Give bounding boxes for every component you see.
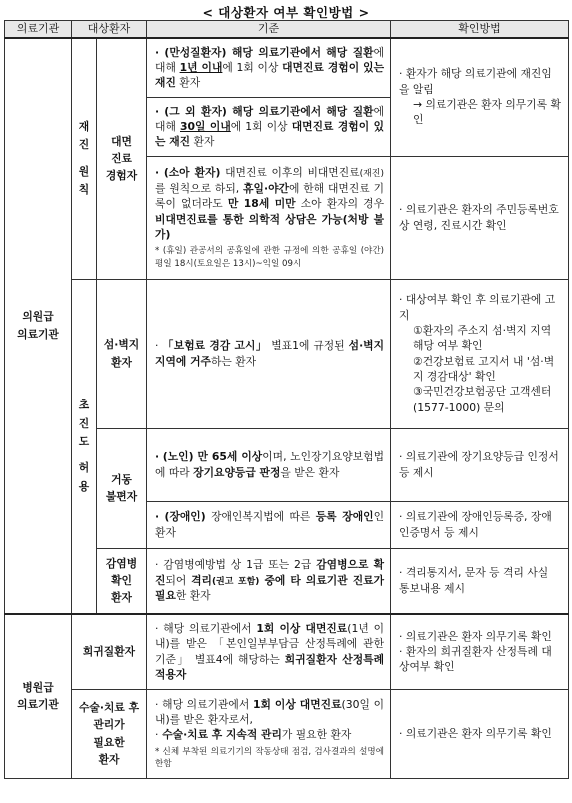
- criteria-elderly: · (노인) 만 65세 이상이며, 노인장기요양보험법에 따라 장기요양등급 판정을 받은 환자: [147, 428, 391, 501]
- header-target: 대상환자: [72, 21, 147, 38]
- document-title: < 대상환자 여부 확인방법 >: [202, 5, 370, 20]
- header-institution: 의료기관: [5, 21, 72, 38]
- hospital-label: 병원급 의료기관: [5, 614, 72, 779]
- revisit-principle-label: 재 진 원 칙: [72, 38, 97, 280]
- criteria-disabled: · (장애인) 장애인복지법에 따른 등록 장애인인 환자: [147, 501, 391, 548]
- rare-disease-label: 희귀질환자: [72, 614, 147, 690]
- island-remote-label: 섬·벽지 환자: [97, 279, 147, 428]
- method-elderly: · 의료기관에 장기요양등급 인정서 등 제시: [391, 428, 569, 501]
- criteria-post-surgery: · 해당 의료기관에서 1회 이상 대면진료(30일 이내)를 받은 환자로서, · 수술·치료 후 지속적 관리가 필요한 환자 * 신체 부착된 의료기기의 작동상태 점검, 검사결과의 설명에 한함: [147, 689, 391, 778]
- table-row: [5, 689, 569, 778]
- method-disabled: · 의료기관에 장애인등록증, 장애인증명서 등 제시: [391, 501, 569, 548]
- method-island: · 대상여부 확인 후 의료기관에 고지 ①환자의 주소지 섬·벽지 지역 해당 여부 확인 ②건강보험료 고지서 내 '섬·벽지 경감대상' 확인 ③국민건강보험공단 고객센터 (1577-1000) 문의: [391, 279, 569, 428]
- criteria-chronic: · (만성질환자) 해당 의료기관에서 해당 질환에 대해 1년 이내에 1회 이상 대면진료 경험이 있는 재진 환자: [147, 38, 391, 98]
- header-criteria: 기준: [147, 21, 391, 38]
- table-row: [5, 38, 569, 98]
- patient-eligibility-table: [4, 20, 569, 779]
- method-infectious: · 격리통지서, 문자 등 격리 사실 통보내용 제시: [391, 548, 569, 614]
- method-pediatric: · 의료기관은 환자의 주민등록번호 상 연령, 진료시간 확인: [391, 156, 569, 279]
- clinic-label: 의원급 의료기관: [5, 38, 72, 614]
- criteria-pediatric: · (소아 환자) 대면진료 이후의 비대면진료(재진)를 원칙으로 하되, 휴일·야간에 한해 대면진료 기록이 없더라도 만 18세 미만 소아 환자의 경우 비대면진료를 통한 의학적 상담은 가능(처방 불가) * (휴일) 관공서의 공휴일에 관한 규정에 의한 공휴일 (야간) 평일 18시(토요일은 13시)~익일 09시: [147, 156, 391, 279]
- holiday-night-note: * (휴일) 관공서의 공휴일에 관한 규정에 의한 공휴일 (야간) 평일 18시(토요일은 13시)~익일 09시: [155, 246, 385, 269]
- face-to-face-experienced-label: 대면 진료 경험자: [97, 38, 147, 280]
- table-row: [5, 279, 569, 428]
- post-surgery-label: 수술·치료 후 관리가 필요한 환자: [72, 689, 147, 778]
- method-rare-disease: · 의료기관은 환자 의무기록 확인 · 환자의 희귀질환자 산정특례 대상여부 확인: [391, 614, 569, 690]
- device-note: * 신체 부착된 의료기기의 작동상태 점검, 검사결과의 설명에 한함: [155, 746, 385, 770]
- criteria-rare-disease: · 해당 의료기관에서 1회 이상 대면진료(1년 이내)를 받은 「본인일부부담금 산정특례에 관한 기준」 별표4에 해당하는 희귀질환자 산정특례 적용자: [147, 614, 391, 690]
- table-header-row: [5, 21, 569, 38]
- header-method: 확인방법: [391, 21, 569, 38]
- criteria-island: · 「보험료 경감 고시」 별표1에 규정된 섬·벽지 지역에 거주하는 환자: [147, 279, 391, 428]
- criteria-infectious: · 감염병예방법 상 1급 또는 2급 감염병으로 확진되어 격리(권고 포함) 중에 타 의료기관 진료가 필요한 환자: [147, 548, 391, 614]
- criteria-other-patients: · (그 외 환자) 해당 의료기관에서 해당 질환에 대해 30일 이내에 1회 이상 대면진료 경험이 있는 재진 환자: [147, 97, 391, 156]
- first-visit-allowed-label: 초 진 도 허 용: [72, 279, 97, 614]
- infectious-disease-label: 감염병 확인 환자: [97, 548, 147, 614]
- mobility-impaired-label: 거동 불편자: [97, 428, 147, 548]
- method-revisit: · 환자가 해당 의료기관에 재진임을 알림 → 의료기관은 환자 의무기록 확인: [391, 38, 569, 157]
- table-row: [5, 614, 569, 690]
- method-post-surgery: · 의료기관은 환자 의무기록 확인: [391, 689, 569, 778]
